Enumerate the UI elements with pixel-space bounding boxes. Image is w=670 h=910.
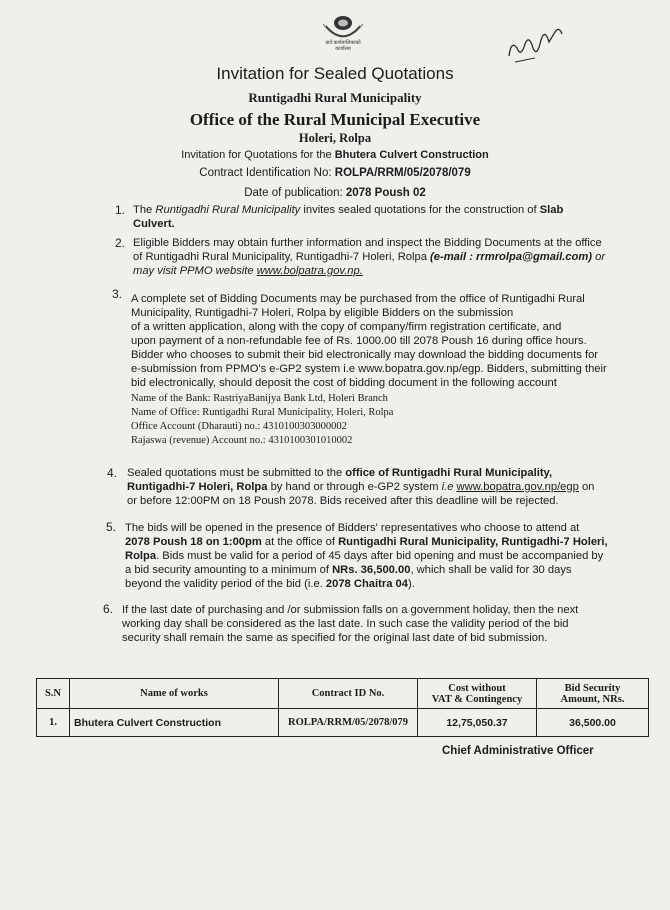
item-4-text: Sealed quotations must be submitted to the office of Runtigadhi Rural Municipality, Runtigadhi-7 Holeri, Rolpa by hand or through e-GP2 system i.e www.bopatra.gov.np/egp on or before 12:00PM on 18 Poush 2078. Bids received after this deadline will be rejected. xyxy=(127,467,595,507)
item-number-2: 2. xyxy=(115,236,126,250)
office-name: Office of the Rural Municipal Executive xyxy=(189,110,481,129)
item-number-3: 3. xyxy=(112,287,123,301)
item-6-text: If the last date of purchasing and /or submission falls on a government holiday, then the next working day shall be considered as the last date. In such case the validity period of the bid security shall remain the same as specified for the original last date of bid submission. xyxy=(122,604,579,644)
ppmo-website-link[interactable]: www.bolpatra.gov.np. xyxy=(256,265,363,277)
row-contract-id: ROLPA/RRM/05/2078/079 xyxy=(279,709,418,737)
header-contract-id: Contract ID No. xyxy=(279,679,418,709)
emblem-text: ग्राउँ कार्यपालिकाको कार्यालय xyxy=(325,40,361,52)
bank-details xyxy=(131,392,393,448)
row-name-of-works: Bhutera Culvert Construction xyxy=(70,709,279,737)
revenue-account-number: Rajaswa (revenue) Account no.: 4310100301010002 xyxy=(131,435,353,446)
office-account-number: Office Account (Dharauti) no.: 4310100303000002 xyxy=(131,421,347,432)
works-table xyxy=(36,678,649,737)
item-5-text: The bids will be opened in the presence of Bidders' representatives who choose to attend at 2078 Poush 18 on 1:00pm at the office of Runtigadhi Rural Municipality, Runtigadhi-7 Holeri, Rolpa. Bids must be valid for a period of 45 days after bid opening and must be accompanied by a bid security amounting to a minimum of NRs. 36,500.00, which shall be valid for 30 days beyond the validity period of the bid (i.e. 2078 Chaitra 04). xyxy=(125,522,608,590)
signatory-title: Chief Administrative Officer xyxy=(442,745,594,757)
publication-date-line: Date of publication: 2078 Poush 02 xyxy=(244,187,426,199)
emblem-logo xyxy=(318,12,368,58)
header-bid-security: Bid Security Amount, NRs. xyxy=(537,679,649,709)
contract-id-line: Contract Identification No: ROLPA/RRM/05/2078/079 xyxy=(199,167,471,179)
egp-link[interactable]: www.bopatra.gov.np/egp xyxy=(456,481,579,493)
item-number-1: 1. xyxy=(115,203,126,217)
table-header-row xyxy=(37,679,649,709)
header-cost: Cost without VAT & Contingency xyxy=(418,679,537,709)
row-sn: 1. xyxy=(37,709,70,737)
invitation-line: Invitation for Quotations for the Bhutera Culvert Construction xyxy=(181,149,489,161)
item-number-4: 4. xyxy=(107,466,118,480)
item-1-text: The Runtigadhi Rural Municipality invites sealed quotations for the construction of Slab Culvert. xyxy=(133,204,564,230)
item-2-text: Eligible Bidders may obtain further information and inspect the Bidding Documents at the office of Runtigadhi Rural Municipality, Runtigadhi-7 Holeri, Rolpa (e-mail : rrmrolpa@gmail.com) or may visit PPMO website www.bolpatra.gov.np. xyxy=(133,237,606,277)
document-title: Invitation for Sealed Quotations xyxy=(216,64,454,83)
row-bid-security: 36,500.00 xyxy=(537,709,649,737)
item-number-5: 5. xyxy=(106,520,117,534)
municipality-name: Runtigadhi Rural Municipality xyxy=(248,90,422,105)
office-account-name: Name of Office: Runtigadhi Rural Municipality, Holeri, Rolpa xyxy=(131,407,394,418)
header-sn: S.N xyxy=(37,679,70,709)
row-cost: 12,75,050.37 xyxy=(418,709,537,737)
item-number-6: 6. xyxy=(103,602,114,616)
table-row xyxy=(37,709,649,737)
header-name-of-works: Name of works xyxy=(70,679,279,709)
bank-name: Name of the Bank: RastriyaBanijya Bank Ltd, Holeri Branch xyxy=(131,393,388,404)
item-3-text: A complete set of Bidding Documents may be purchased from the office of Runtigadhi Rural Municipality, Runtigadhi-7 Holeri, Rolpa by eligible Bidders on the submission of a written application, along with the copy of company/firm registration certificate, and upon payment of a non-refundable fee of Rs. 1000.00 till 2078 Poush 16 during office hours. Bidder who chooses to submit their bid electronically may download the bidding documents for e-submission from PPMO's e-GP2 system i.e www.bopatra.gov.np/egp. Bidders, submitting their bid electronically, should deposit the cost of bidding document in the following account xyxy=(131,293,607,389)
handwritten-signature xyxy=(505,18,565,68)
office-location: Holeri, Rolpa xyxy=(298,131,372,145)
